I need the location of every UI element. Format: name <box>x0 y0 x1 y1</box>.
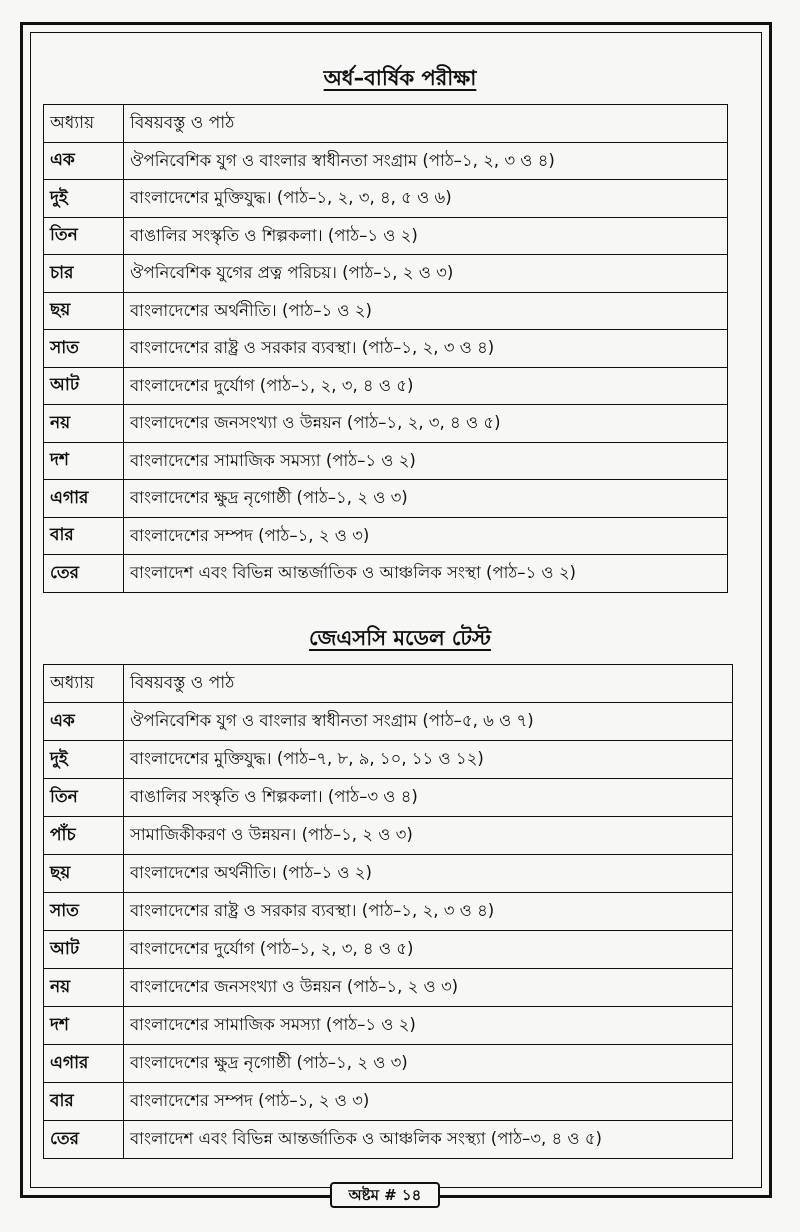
table-row <box>44 405 728 443</box>
chapter-cell: দুই <box>44 180 124 218</box>
table-row <box>44 292 728 330</box>
content-cell: বাংলাদেশের ক্ষুদ্র নৃগোষ্ঠী (পাঠ–১, ২ ও ৩) <box>124 480 728 518</box>
table-row <box>44 1007 733 1045</box>
table-row <box>44 817 733 855</box>
chapter-cell: নয় <box>44 405 124 443</box>
content-cell: বাংলাদেশের মুক্তিযুদ্ধ। (পাঠ–৭, ৮, ৯, ১০, ১১ ও ১২) <box>124 741 733 779</box>
content-cell: বাংলাদেশের রাষ্ট্র ও সরকার ব্যবস্থা। (পাঠ–১, ২, ৩ ও ৪) <box>124 893 733 931</box>
table-row <box>44 480 728 518</box>
content-cell: বাঙালির সংস্কৃতি ও শিল্পকলা। (পাঠ–১ ও ২) <box>124 217 728 255</box>
table-header-row <box>44 105 728 143</box>
content-cell: বাংলাদেশের দুর্যোগ (পাঠ–১, ২, ৩, ৪ ও ৫) <box>124 931 733 969</box>
table-row <box>44 779 733 817</box>
chapter-cell: আট <box>44 367 124 405</box>
page-number-label: অষ্টম # ১৪ <box>330 1182 440 1208</box>
content-cell: সামাজিকীকরণ ও উন্নয়ন। (পাঠ–১, ২ ও ৩) <box>124 817 733 855</box>
chapter-column-header: অধ্যায় <box>44 105 124 143</box>
chapter-cell: তের <box>44 555 124 593</box>
table-row <box>44 893 733 931</box>
table-row <box>44 931 733 969</box>
table-row <box>44 367 728 405</box>
table-row <box>44 330 728 368</box>
chapter-cell: দুই <box>44 741 124 779</box>
chapter-cell: ছয় <box>44 855 124 893</box>
table-row <box>44 255 728 293</box>
table-row <box>44 969 733 1007</box>
content-cell: বাংলাদেশের সামাজিক সমস্যা (পাঠ–১ ও ২) <box>124 1007 733 1045</box>
chapter-cell: এগার <box>44 480 124 518</box>
content-cell: বাংলাদেশের সম্পদ (পাঠ–১, ২ ও ৩) <box>124 1083 733 1121</box>
chapter-cell: ছয় <box>44 292 124 330</box>
chapter-cell: দশ <box>44 1007 124 1045</box>
chapter-column-header: অধ্যায় <box>44 665 124 703</box>
table-row <box>44 217 728 255</box>
content-cell: বাংলাদেশের মুক্তিযুদ্ধ। (পাঠ–১, ২, ৩, ৪, ৫ ও ৬) <box>124 180 728 218</box>
jsc-model-test-title: জেএসসি মডেল টেস্ট <box>309 626 491 650</box>
chapter-cell: সাত <box>44 330 124 368</box>
content-cell: বাংলাদেশের সামাজিক সমস্যা (পাঠ–১ ও ২) <box>124 442 728 480</box>
chapter-cell: বার <box>44 517 124 555</box>
table-row <box>44 142 728 180</box>
content-cell: বাংলাদেশের দুর্যোগ (পাঠ–১, ২, ৩, ৪ ও ৫) <box>124 367 728 405</box>
half-yearly-syllabus-table <box>43 104 728 593</box>
chapter-cell: এক <box>44 703 124 741</box>
chapter-cell: দশ <box>44 442 124 480</box>
content-cell: বাংলাদেশের অর্থনীতি। (পাঠ–১ ও ২) <box>124 292 728 330</box>
table-header-row <box>44 665 733 703</box>
table-row <box>44 180 728 218</box>
chapter-cell: বার <box>44 1083 124 1121</box>
chapter-cell: তিন <box>44 779 124 817</box>
table-row <box>44 555 728 593</box>
chapter-cell: নয় <box>44 969 124 1007</box>
content-cell: বাংলাদেশের সম্পদ (পাঠ–১, ২ ও ৩) <box>124 517 728 555</box>
chapter-cell: চার <box>44 255 124 293</box>
content-cell: বাংলাদেশের ক্ষুদ্র নৃগোষ্ঠী (পাঠ–১, ২ ও ৩) <box>124 1045 733 1083</box>
table-row <box>44 703 733 741</box>
content-column-header: বিষয়বস্তু ও পাঠ <box>124 105 728 143</box>
chapter-cell: সাত <box>44 893 124 931</box>
content-cell: বাংলাদেশের জনসংখ্যা ও উন্নয়ন (পাঠ–১, ২, ৩, ৪ ও ৫) <box>124 405 728 443</box>
table-row <box>44 1083 733 1121</box>
chapter-cell: এগার <box>44 1045 124 1083</box>
chapter-cell: তের <box>44 1121 124 1159</box>
table-row <box>44 855 733 893</box>
content-cell: বাংলাদেশ এবং বিভিন্ন আন্তর্জাতিক ও আঞ্চলিক সংস্থ্যা (পাঠ–৩, ৪ ও ৫) <box>124 1121 733 1159</box>
content-cell: ঔপনিবেশিক যুগ ও বাংলার স্বাধীনতা সংগ্রাম (পাঠ–১, ২, ৩ ও ৪) <box>124 142 728 180</box>
content-cell: বাঙালির সংস্কৃতি ও শিল্পকলা। (পাঠ–৩ ও ৪) <box>124 779 733 817</box>
content-cell: বাংলাদেশের অর্থনীতি। (পাঠ–১ ও ২) <box>124 855 733 893</box>
content-cell: বাংলাদেশের রাষ্ট্র ও সরকার ব্যবস্থা। (পাঠ–১, ২, ৩ ও ৪) <box>124 330 728 368</box>
content-cell: বাংলাদেশের জনসংখ্যা ও উন্নয়ন (পাঠ–১, ২ ও ৩) <box>124 969 733 1007</box>
chapter-cell: আট <box>44 931 124 969</box>
table-row <box>44 442 728 480</box>
chapter-cell: এক <box>44 142 124 180</box>
content-column-header: বিষয়বস্তু ও পাঠ <box>124 665 733 703</box>
content-cell: ঔপনিবেশিক যুগের প্রত্ন পরিচয়। (পাঠ–১, ২ ও ৩) <box>124 255 728 293</box>
jsc-model-test-syllabus-table <box>43 664 733 1159</box>
table-row <box>44 1045 733 1083</box>
table-row <box>44 741 733 779</box>
content-cell: বাংলাদেশ এবং বিভিন্ন আন্তর্জাতিক ও আঞ্চলিক সংস্থা (পাঠ–১ ও ২) <box>124 555 728 593</box>
table-row <box>44 1121 733 1159</box>
half-yearly-title: অর্ধ–বার্ষিক পরীক্ষা <box>323 66 477 90</box>
chapter-cell: তিন <box>44 217 124 255</box>
content-cell: ঔপনিবেশিক যুগ ও বাংলার স্বাধীনতা সংগ্রাম (পাঠ–৫, ৬ ও ৭) <box>124 703 733 741</box>
chapter-cell: পাঁচ <box>44 817 124 855</box>
table-row <box>44 517 728 555</box>
